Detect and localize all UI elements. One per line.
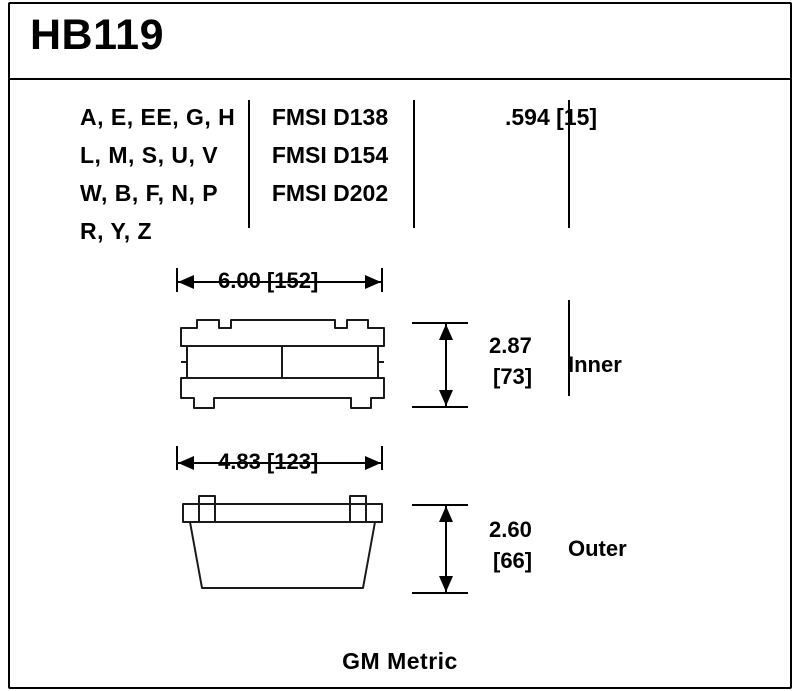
outer-width-arrow-left bbox=[178, 456, 194, 470]
table-row bbox=[80, 180, 700, 218]
inner-width-tick-right bbox=[381, 268, 383, 292]
spec-table bbox=[80, 104, 700, 256]
inner-width-arrow-left bbox=[178, 275, 194, 289]
outer-height-arrow-up bbox=[439, 506, 453, 522]
fmsi-code: FMSI D138 bbox=[271, 104, 389, 130]
outer-height-label-value: 2.60 bbox=[489, 517, 532, 542]
table-row bbox=[80, 218, 700, 256]
outer-height-label-metric: [66] bbox=[493, 548, 533, 573]
title-divider bbox=[8, 78, 792, 80]
outer-height-tick-bottom bbox=[412, 592, 468, 594]
inner-height-tick-bottom bbox=[412, 406, 468, 408]
outer-brake-pad-drawing bbox=[175, 492, 390, 602]
compound-codes: L, M, S, U, V bbox=[80, 142, 219, 168]
compound-codes: R, Y, Z bbox=[80, 218, 153, 244]
inner-width-arrow-right bbox=[365, 275, 381, 289]
page-title: HB119 bbox=[30, 11, 164, 59]
outer-height-arrow-down bbox=[439, 576, 453, 592]
outer-width-arrow-right bbox=[365, 456, 381, 470]
inner-height-label-metric: [73] bbox=[493, 364, 533, 389]
outer-width-label: 4.83 [123] bbox=[218, 449, 319, 474]
outer-width-tick-right bbox=[381, 446, 383, 470]
fmsi-code: FMSI D154 bbox=[271, 142, 389, 168]
inner-brake-pad-drawing bbox=[175, 312, 390, 422]
compound-codes: W, B, F, N, P bbox=[80, 180, 219, 206]
compound-codes: A, E, EE, G, H bbox=[80, 104, 236, 130]
table-row bbox=[80, 104, 700, 142]
outer-side-label: Outer bbox=[568, 536, 627, 561]
footer-application-label: GM Metric bbox=[342, 648, 458, 674]
table-row bbox=[80, 142, 700, 180]
fmsi-code: FMSI D202 bbox=[271, 180, 389, 206]
inner-width-label: 6.00 [152] bbox=[218, 268, 319, 293]
inner-height-arrow-down bbox=[439, 390, 453, 406]
inner-side-label: Inner bbox=[568, 352, 622, 377]
thickness-value: .594 [15] bbox=[505, 104, 598, 130]
inner-height-arrow-up bbox=[439, 324, 453, 340]
inner-leader-line bbox=[568, 300, 570, 396]
inner-height-label-value: 2.87 bbox=[489, 333, 532, 358]
